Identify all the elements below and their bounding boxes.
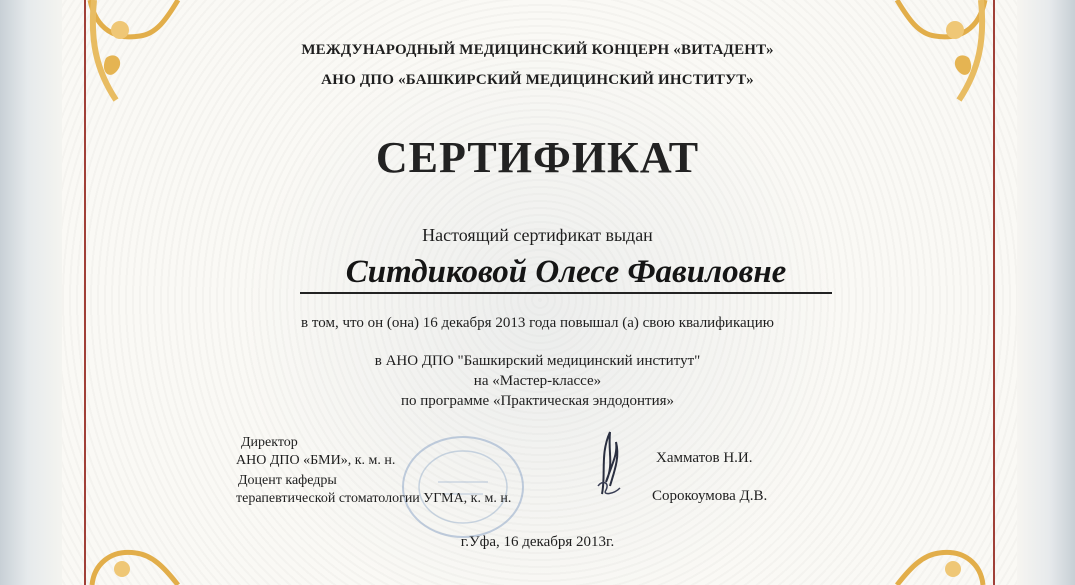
director-name: Хамматов Н.И. xyxy=(656,450,753,466)
docent-title-line1: Доцент кафедры xyxy=(238,473,337,488)
director-title-line1: Директор xyxy=(241,435,298,450)
program-line-masterclass: на «Мастер-классе» xyxy=(473,373,602,389)
recipient-name: Ситдиковой Олесе Фавиловне xyxy=(300,253,832,294)
qualification-statement: в том, что он (она) 16 декабря 2013 года повышал (а) свою квалификацию xyxy=(301,315,774,331)
certificate-title: СЕРТИФИКАТ xyxy=(375,133,700,182)
program-line-course: по программе «Практическая эндодонтия» xyxy=(400,393,675,409)
organization-line-2: АНО ДПО «БАШКИРСКИЙ МЕДИЦИНСКИЙ ИНСТИТУТ» xyxy=(321,72,754,88)
place-and-date: г.Уфа, 16 декабря 2013г. xyxy=(460,534,615,550)
director-title-line2: АНО ДПО «БМИ», к. м. н. xyxy=(236,453,396,468)
program-line-institute: в АНО ДПО "Башкирский медицинский институт" xyxy=(374,353,701,369)
docent-name: Сорокоумова Д.В. xyxy=(652,488,768,504)
issued-text: Настоящий сертификат выдан xyxy=(422,225,653,245)
program-details xyxy=(0,351,1075,411)
handwritten-signature xyxy=(580,424,640,509)
organization-line-1: МЕЖДУНАРОДНЫЙ МЕДИЦИНСКИЙ КОНЦЕРН «ВИТАДЕНТ» xyxy=(301,42,774,58)
docent-title-line2: терапевтической стоматологии УГМА, к. м. н. xyxy=(236,491,512,506)
